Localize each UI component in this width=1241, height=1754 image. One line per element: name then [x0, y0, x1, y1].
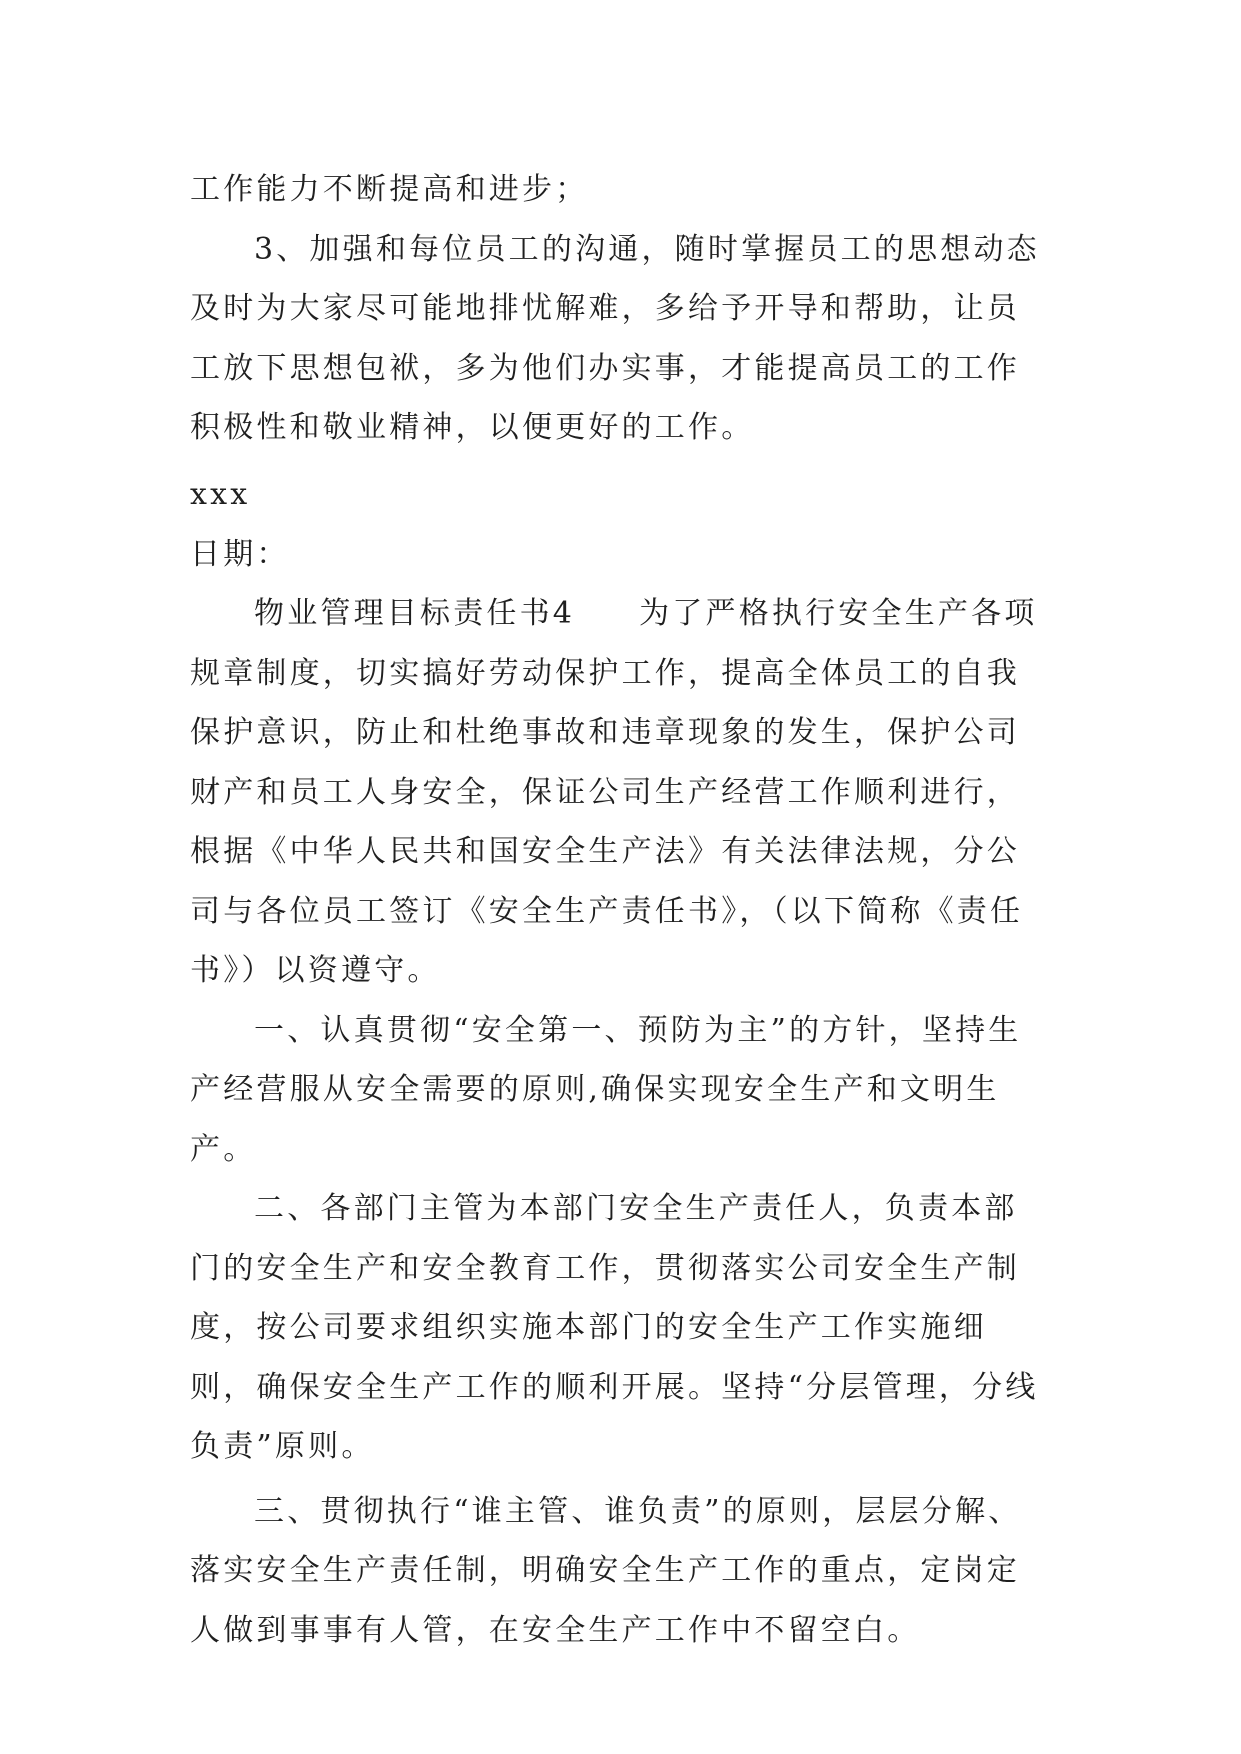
section-4-title: 物业管理目标责任书4 [254, 596, 576, 631]
clause-1-paragraph: 一、认真贯彻“安全第一、预防为主”的方针，坚持生产经营服从安全需要的原则,确保实现安全生产和文明生产。 [190, 1012, 1022, 1167]
date-label: 日期： [190, 536, 290, 572]
item-3-paragraph: 3、加强和每位员工的沟通，随时掌握员工的思想动态及时为大家尽可能地排忧解难，多给予开导和帮助，让员工放下思想包袱，多为他们办实事，才能提高员工的工作积极性和敬业精神，以便更好的工作。 [190, 231, 1040, 445]
text-block-lower [190, 465, 1050, 1660]
clause-2-paragraph: 二、各部门主管为本部门安全生产责任人，负责本部门的安全生产和安全教育工作，贯彻落实公司安全生产制度，按公司要求组织实施本部门的安全生产工作实施细则，确保安全生产工作的顺利开展。坚持“分层管理，分线负责”原则。 [190, 1191, 1039, 1464]
section-4-paragraph [190, 584, 1050, 1001]
text-block-upper [190, 160, 1050, 458]
clause-3-paragraph: 三、贯彻执行“谁主管、谁负责”的原则，层层分解、落实安全生产责任制，明确安全生产工作的重点，定岗定人做到事事有人管，在安全生产工作中不留空白。 [190, 1493, 1022, 1648]
paragraph-continuation: 工作能力不断提高和进步； [190, 172, 589, 207]
section-4-intro: 为了严格执行安全生产各项规章制度，切实搞好劳动保护工作，提高全体员工的自我保护意识，防止和杜绝事故和违章现象的发生，保护公司财产和员工人身安全，保证公司生产经营工作顺利进行，根据《中华人民共和国安全生产法》有关法律法规，分公司与各位员工签订《安全生产责任书》，（以下简称《责任书》）以资遵守。 [190, 596, 1038, 988]
signature-name: xxx [190, 477, 251, 512]
